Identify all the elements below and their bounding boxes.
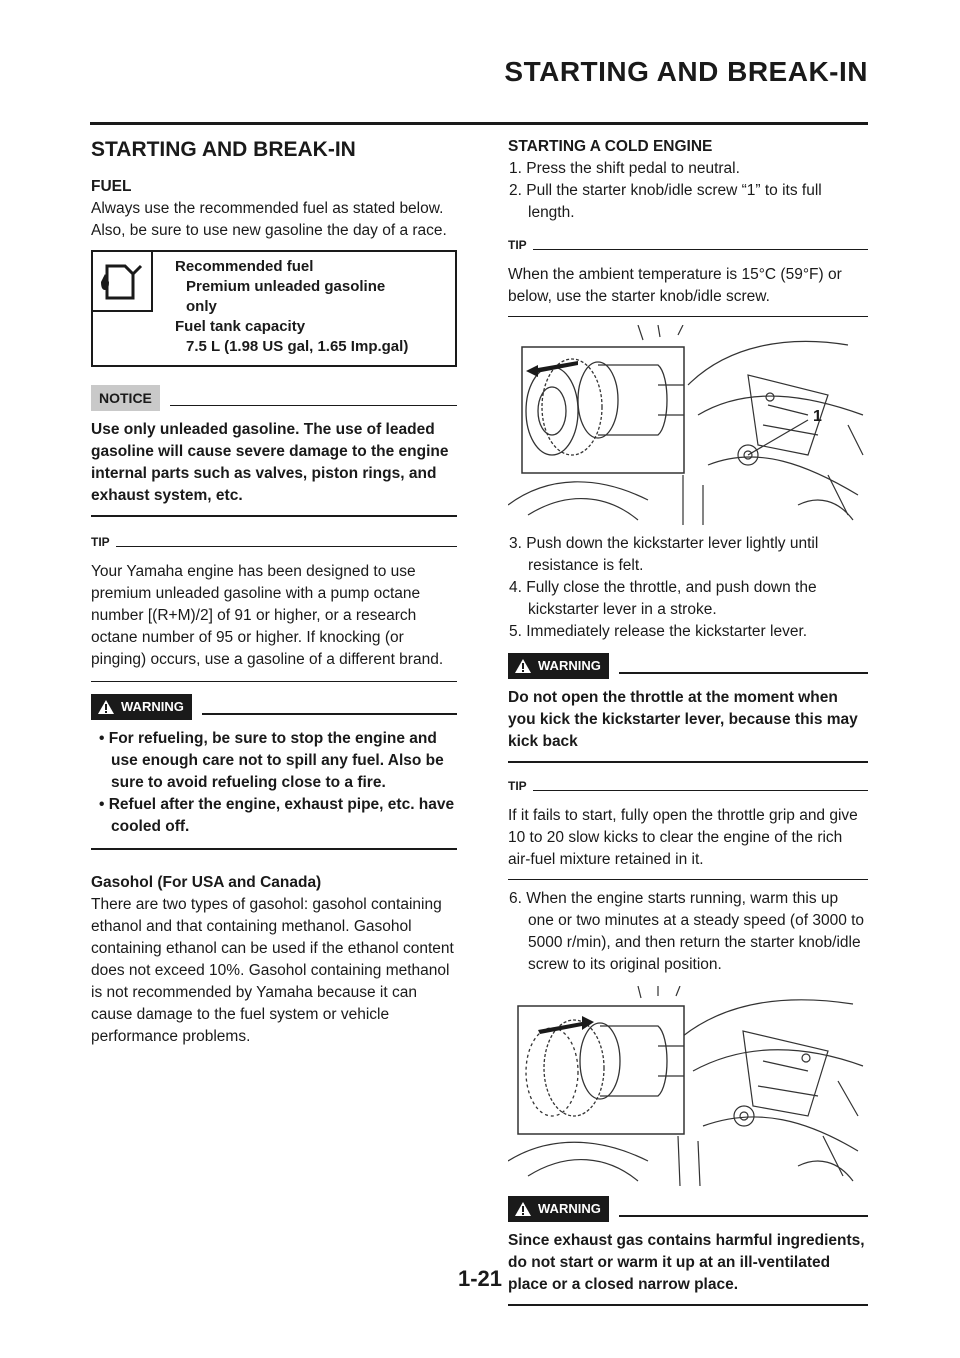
- fuel-spec-box: [91, 250, 457, 367]
- spec-value-fuel-type: Premium unleaded gasoline: [186, 278, 386, 295]
- warning3-text: Since exhaust gas contains harmful ingredients, do not start or warm it up at an ill-ventilated place or a closed narrow place.: [508, 1232, 865, 1293]
- step-5: 5. Immediately release the kickstarter lever.: [509, 623, 808, 640]
- spec-label-recommended-fuel: Recommended fuel: [175, 258, 314, 275]
- cold-tip-text: When the ambient temperature is 15°C (59°F) or below, use the starter knob/idle screw.: [508, 266, 842, 305]
- warning3-label: WARNING: [538, 1201, 601, 1216]
- step-3: 3. Push down the kickstarter lever lightly until resistance is felt.: [509, 535, 819, 574]
- running-header-title: STARTING AND BREAK-IN: [504, 56, 868, 87]
- tip1-label: TIP: [91, 535, 110, 549]
- fuel-intro: Always use the recommended fuel as stated below. Also, be sure to use new gasoline the day of a race.: [91, 200, 447, 239]
- warning3-rule: [619, 1215, 868, 1217]
- fuel-can-icon: [93, 252, 153, 312]
- warning1-label: WARNING: [121, 699, 184, 714]
- page-number: 1-21: [457, 1266, 503, 1291]
- warning3-tag: [508, 1196, 609, 1222]
- notice-header: [91, 385, 457, 411]
- warning2-rule: [619, 672, 868, 674]
- warning-triangle-icon: [97, 699, 115, 715]
- step-2: 2. Pull the starter knob/idle screw “1” to its full length.: [509, 182, 822, 221]
- step-1: 1. Press the shift pedal to neutral.: [509, 160, 740, 177]
- warning1-bullet-1: • For refueling, be sure to stop the engine and use enough care not to spill any fuel. Also be sure to avoid refueling close to a fire.: [99, 730, 444, 791]
- warning2-label: WARNING: [538, 658, 601, 673]
- cold-tip-header: [508, 234, 868, 256]
- tip2-rule: [533, 790, 868, 791]
- spec-value-fuel-type-cont: only: [186, 298, 217, 315]
- tip1-header: [91, 531, 457, 553]
- warning-triangle-icon: [514, 658, 532, 674]
- notice-rule: [170, 405, 457, 406]
- tip1-text: Your Yamaha engine has been designed to use premium unleaded gasoline with a pump octane number [(R+M)/2] of 91 or higher, or a research octane number of 95 or higher. If knocking (or pinging) occurs, use a gasoline of a different brand.: [91, 563, 444, 668]
- right-column: [508, 136, 868, 1306]
- spec-label-tank-capacity: Fuel tank capacity: [175, 318, 306, 335]
- step-4: 4. Fully close the throttle, and push down the kickstarter lever in a stroke.: [509, 579, 817, 618]
- starter-knob-return-illustration: [508, 986, 868, 1186]
- left-column: [91, 136, 457, 1048]
- fuel-heading: FUEL: [91, 178, 132, 195]
- warning1-bullet-2: • Refuel after the engine, exhaust pipe, etc. have cooled off.: [99, 796, 455, 835]
- step-6: 6. When the engine starts running, warm this up one or two minutes at a steady speed (of 3000 to 5000 r/min), and then return the starter knob/idle screw to its original position.: [509, 890, 865, 973]
- spec-value-tank-capacity: 7.5 L (1.98 US gal, 1.65 Imp.gal): [186, 338, 409, 355]
- warning1-tag: [91, 694, 192, 720]
- figure1-callout-1: 1: [813, 408, 822, 425]
- warning3-end-rule: [508, 1304, 868, 1306]
- tip2-text: If it fails to start, fully open the throttle grip and give 10 to 20 slow kicks to clear the engine of the rich air-fuel mixture retained in it.: [508, 807, 858, 868]
- warning-triangle-icon: [514, 1201, 532, 1217]
- cold-tip-label: TIP: [508, 238, 527, 252]
- warning2-text: Do not open the throttle at the moment when you kick the kickstarter lever, because this may kick back: [508, 689, 858, 750]
- cold-tip-rule: [533, 249, 868, 250]
- figure-pull-starter-knob: [508, 325, 868, 525]
- fuel-spec-text: [175, 257, 408, 357]
- tip2-label: TIP: [508, 779, 527, 793]
- warning2-tag: [508, 653, 609, 679]
- tip1-rule: [116, 546, 457, 547]
- header-rule: [90, 122, 868, 125]
- warning1-rule: [202, 713, 457, 715]
- warning1-header: [91, 694, 457, 720]
- gasohol-heading: Gasohol (For USA and Canada): [91, 874, 322, 891]
- gasohol-text: There are two types of gasohol: gasohol containing ethanol and that containing methanol. Gasohol containing ethanol can be used if the ethanol content does not exceed 10%. Gasohol containing methanol is not recommended by Yamaha because it can cause damage to the fuel system or vehicle performance problems.: [91, 896, 454, 1045]
- cold-start-heading: STARTING A COLD ENGINE: [508, 138, 713, 155]
- tip2-header: [508, 775, 868, 797]
- notice-label: NOTICE: [91, 385, 160, 411]
- section-title: STARTING AND BREAK-IN: [91, 138, 356, 161]
- notice-text: Use only unleaded gasoline. The use of leaded gasoline will cause severe damage to the engine internal parts such as valves, piston rings, and exhaust system, etc.: [91, 421, 449, 504]
- figure-return-starter-knob: [508, 986, 868, 1186]
- warning2-header: [508, 653, 868, 679]
- warning3-header: [508, 1196, 868, 1222]
- starter-knob-pull-illustration: [508, 325, 868, 525]
